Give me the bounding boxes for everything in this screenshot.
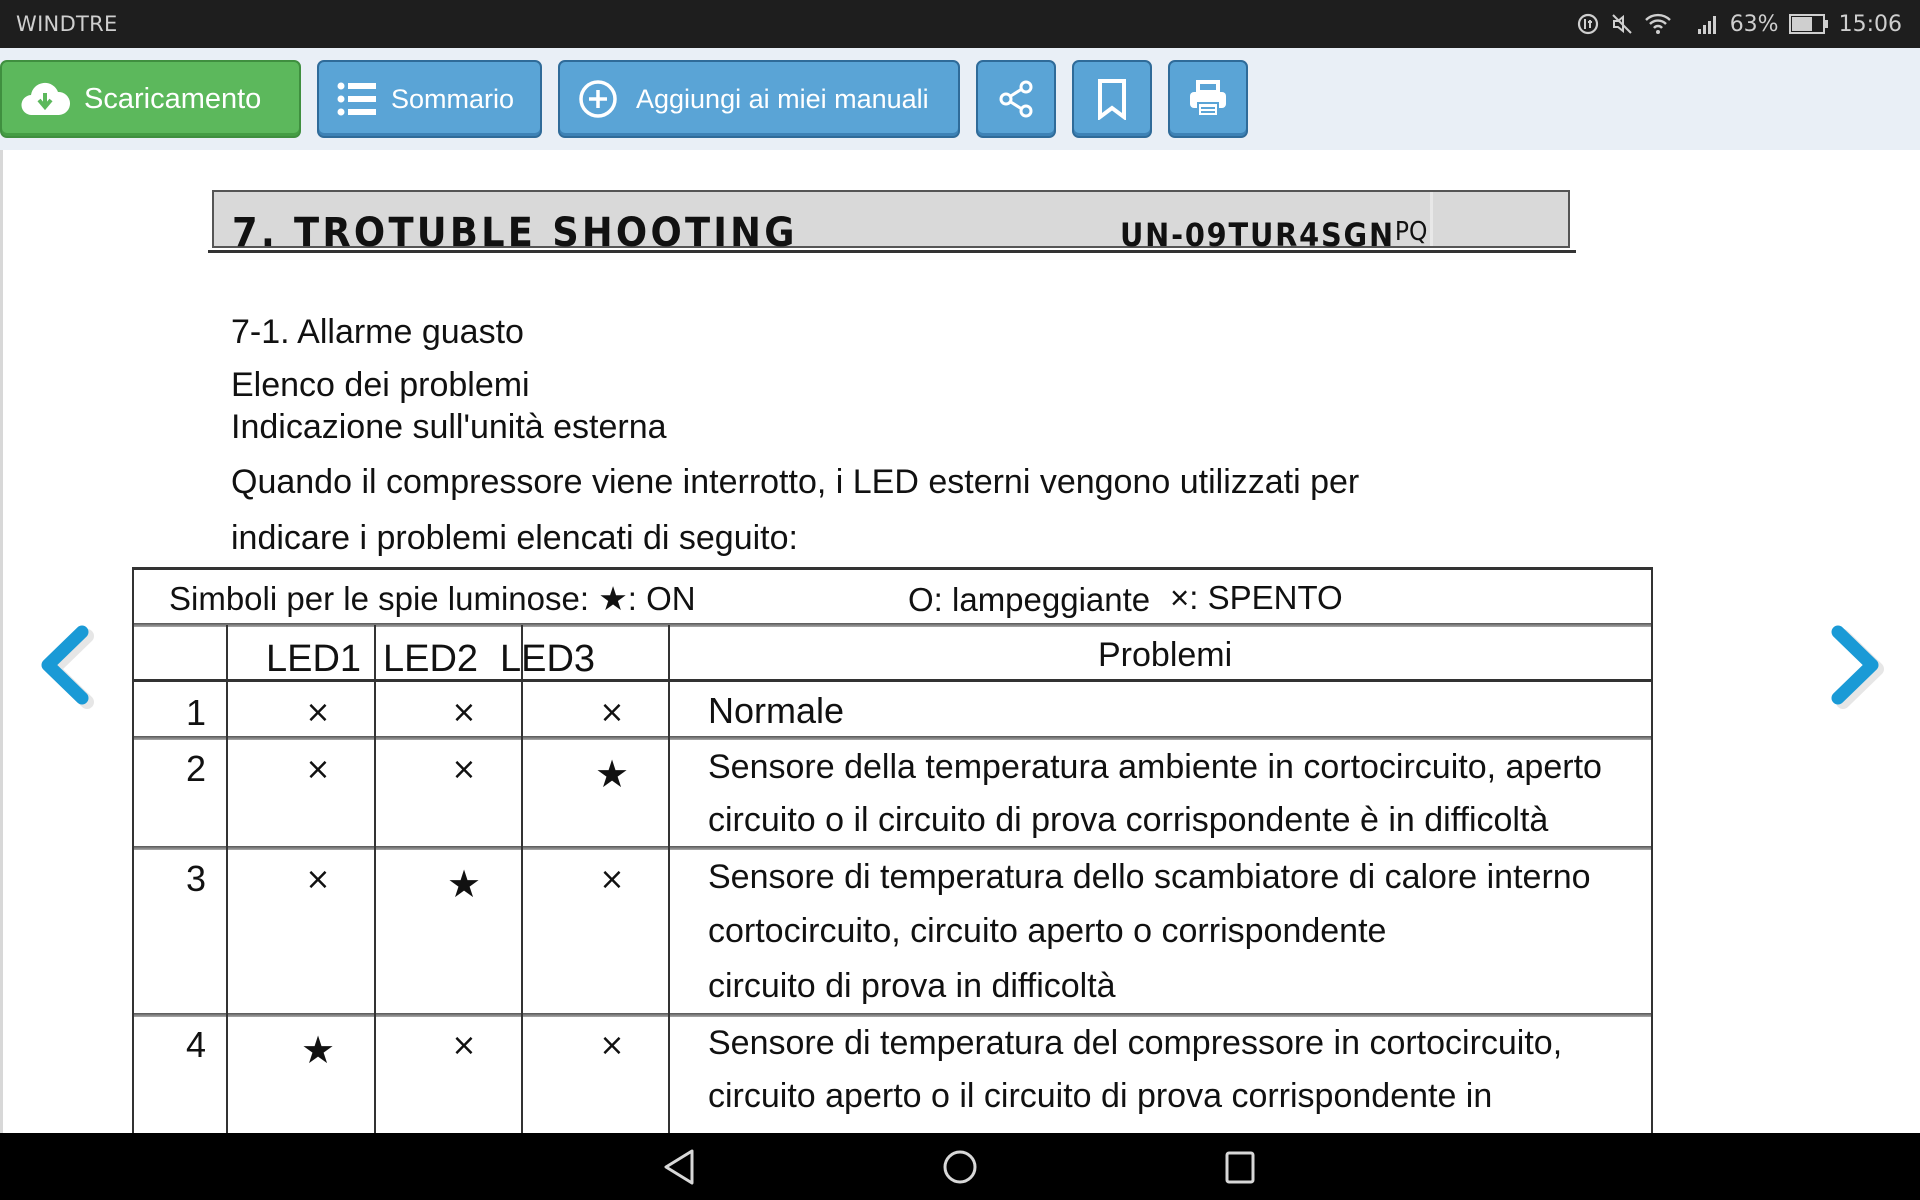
table-line [132, 623, 1653, 627]
mute-icon [1610, 12, 1634, 36]
chevron-right-icon [1820, 610, 1890, 720]
back-icon [662, 1147, 698, 1187]
text-line-4: indicare i problemi elencati di seguito: [231, 519, 798, 557]
plus-circle-icon [578, 79, 618, 119]
download-label: Scaricamento [84, 82, 262, 115]
previous-page-button[interactable] [30, 610, 100, 720]
problem-text: circuito di prova in difficoltà [708, 967, 1116, 1005]
header-led3: LED3 [500, 638, 596, 680]
back-button[interactable] [655, 1143, 705, 1191]
led3-on-icon: ★ [594, 752, 630, 796]
wifi-icon [1644, 12, 1672, 36]
table-line [132, 846, 1653, 850]
led1-off-icon: × [305, 695, 331, 730]
model-suffix: PQ [1394, 217, 1428, 247]
recents-button[interactable] [1215, 1143, 1265, 1191]
bookmark-icon [1097, 78, 1127, 120]
share-button[interactable] [976, 60, 1056, 138]
subtitle: 7-1. Allarme guasto [231, 313, 524, 351]
table-col-line [668, 625, 670, 1133]
problem-text: Normale [708, 690, 845, 731]
row-number: 4 [186, 1024, 207, 1065]
recents-icon [1222, 1147, 1258, 1187]
bookmark-button[interactable] [1072, 60, 1152, 138]
legend-symbols: Simboli per le spie luminose: ★: ON [169, 580, 696, 617]
signal-icon [1696, 12, 1720, 36]
led3-off-icon: × [599, 1028, 625, 1063]
section-title: 7. TROTUBLE SHOOTING [232, 210, 798, 256]
table-border-top [132, 567, 1653, 570]
add-to-manuals-button[interactable] [558, 60, 960, 138]
download-button[interactable] [0, 60, 301, 138]
table-line [132, 1013, 1653, 1017]
header-led2: LED2 [383, 638, 479, 680]
led2-off-icon: × [451, 1028, 477, 1063]
cloud-download-icon [20, 79, 70, 119]
table-col-line [521, 625, 523, 1133]
led2-off-icon: × [451, 695, 477, 730]
text-line-3: Quando il compressore viene interrotto, i LED esterni vengono utilizzati per [231, 463, 1360, 501]
next-page-button[interactable] [1820, 610, 1890, 720]
row-number: 2 [186, 748, 207, 789]
summary-label: Sommario [391, 83, 515, 114]
list-icon [337, 81, 377, 117]
row-number: 1 [186, 692, 207, 733]
home-icon [940, 1147, 980, 1187]
data-saver-icon [1576, 12, 1600, 36]
problem-text: Sensore della temperatura ambiente in cortocircuito, aperto [708, 748, 1602, 786]
table-border-left [132, 567, 134, 1133]
model-number [1120, 216, 1427, 254]
chevron-left-icon [30, 610, 100, 720]
page-edge [0, 150, 3, 1133]
table-line [132, 736, 1653, 740]
problem-text: cortocircuito, circuito aperto o corrispondente [708, 912, 1387, 950]
carrier-name: WINDTRE [16, 12, 118, 36]
print-button[interactable] [1168, 60, 1248, 138]
home-button[interactable] [935, 1143, 985, 1191]
table-col-line [374, 625, 376, 1133]
battery-icon [1789, 13, 1829, 35]
share-icon [996, 79, 1036, 119]
text-line-2: Indicazione sull'unità esterna [231, 408, 667, 446]
header-problems: Problemi [1098, 636, 1233, 674]
legend-off: ×: SPENTO [1170, 579, 1343, 616]
print-icon [1187, 79, 1229, 119]
table-border-right [1651, 567, 1653, 1133]
problem-text: Sensore di temperatura del compressore in cortocircuito, [708, 1024, 1563, 1062]
led1-off-icon: × [305, 862, 331, 897]
summary-button[interactable] [317, 60, 542, 138]
text-line-1: Elenco dei problemi [231, 366, 530, 404]
legend-blink: O: lampeggiante [908, 581, 1151, 618]
model-code: UN-09TUR4SGN [1120, 216, 1395, 254]
led1-off-icon: × [305, 752, 331, 787]
led3-off-icon: × [599, 862, 625, 897]
header-led1: LED1 [266, 638, 362, 680]
problem-text: circuito o il circuito di prova corrispondente è in difficoltà [708, 801, 1549, 839]
header-divider [1430, 192, 1433, 246]
problem-text: circuito aperto o il circuito di prova corrispondente in [708, 1077, 1493, 1115]
row-number: 3 [186, 858, 207, 899]
led2-off-icon: × [451, 752, 477, 787]
led3-off-icon: × [599, 695, 625, 730]
toolbar [0, 48, 1920, 150]
battery-percent: 63% [1729, 11, 1779, 37]
led2-on-icon: ★ [446, 862, 482, 906]
system-nav-bar [0, 1133, 1920, 1200]
clock: 15:06 [1838, 11, 1902, 37]
table-col-line [226, 625, 228, 1133]
problem-text: Sensore di temperatura dello scambiatore di calore interno [708, 858, 1591, 896]
status-bar [0, 0, 1920, 48]
add-to-manuals-label: Aggiungi ai miei manuali [636, 83, 929, 114]
status-icons [1576, 9, 1902, 39]
led1-on-icon: ★ [300, 1028, 336, 1072]
